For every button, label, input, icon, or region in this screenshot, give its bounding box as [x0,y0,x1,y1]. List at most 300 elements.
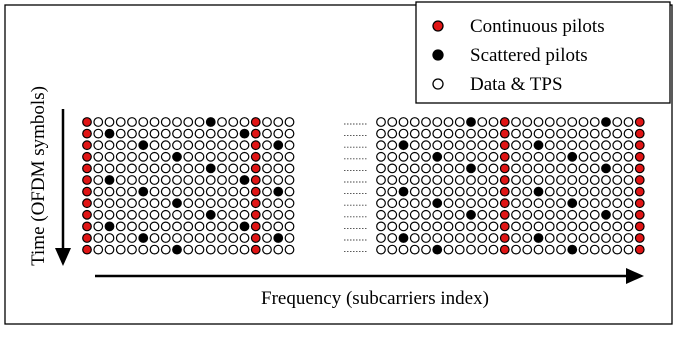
data-cell [161,211,170,220]
data-cell [523,129,532,138]
data-cell [613,222,622,231]
data-cell [150,222,159,231]
scattered-pilot-marker-icon [433,50,443,60]
data-cell [410,245,419,254]
data-cell [285,211,294,220]
data-cell [455,187,464,196]
data-cell [150,199,159,208]
data-cell [557,222,566,231]
data-cell [422,199,431,208]
data-cell [206,245,215,254]
scattered-pilot [433,153,442,162]
data-cell [150,118,159,127]
data-cell [444,245,453,254]
data-cell [433,187,442,196]
scattered-pilot [105,176,114,185]
data-cell [467,234,476,243]
data-cell [388,211,397,220]
data-cell [624,176,633,185]
continuous-pilot [500,245,509,254]
data-cell [195,129,204,138]
scattered-pilot [433,245,442,254]
data-cell [184,234,193,243]
data-cell [467,199,476,208]
data-cell [455,141,464,150]
data-cell [410,118,419,127]
data-cell [195,164,204,173]
data-cell [579,187,588,196]
data-cell [422,141,431,150]
data-cell [161,176,170,185]
data-cell [512,153,521,162]
data-cell [274,222,283,231]
data-cell [173,164,182,173]
continuous-pilot [251,187,260,196]
data-cell [240,141,249,150]
data-cell [579,141,588,150]
data-cell [579,164,588,173]
data-cell [128,141,137,150]
data-cell [602,129,611,138]
data-cell [489,222,498,231]
data-cell [173,222,182,231]
data-cell [229,187,238,196]
data-cell [116,199,125,208]
data-cell [263,245,272,254]
data-cell [105,199,114,208]
data-cell [512,118,521,127]
data-cell [94,129,103,138]
data-cell [602,222,611,231]
data-cell [206,153,215,162]
data-cell [489,211,498,220]
data-cell [206,199,215,208]
scattered-pilot [139,234,148,243]
data-cell [377,176,386,185]
continuous-pilot [83,129,92,138]
data-cell [534,222,543,231]
data-cell [116,153,125,162]
data-cell [624,222,633,231]
data-cell [128,129,137,138]
data-cell [240,187,249,196]
scattered-pilot [534,234,543,243]
data-cell [173,129,182,138]
data-cell [489,199,498,208]
continuous-pilot [500,211,509,220]
data-cell [128,199,137,208]
data-cell [139,118,148,127]
data-cell [624,234,633,243]
data-cell [478,234,487,243]
continuous-pilot [635,211,644,220]
data-cell [489,245,498,254]
data-cell [590,153,599,162]
continuous-pilot [251,153,260,162]
data-cell [602,187,611,196]
data-cell [399,164,408,173]
continuous-pilot [635,129,644,138]
data-cell [512,176,521,185]
data-cell [545,187,554,196]
data-cell [161,234,170,243]
continuous-pilot [500,118,509,127]
data-cell [218,176,227,185]
data-cell [512,222,521,231]
data-cell [195,211,204,220]
data-cell [433,234,442,243]
continuous-pilot [635,234,644,243]
data-cell [455,211,464,220]
data-cell [624,245,633,254]
data-cell [557,129,566,138]
legend-continuous-pilots: Continuous pilots [470,16,605,37]
data-cell [150,129,159,138]
continuous-pilot [500,187,509,196]
data-cell [523,234,532,243]
data-cell [523,199,532,208]
legend-scattered-pilots: Scattered pilots [470,45,588,66]
data-cell [388,153,397,162]
data-cell [613,187,622,196]
data-cell [624,153,633,162]
data-cell [94,199,103,208]
data-cell [94,245,103,254]
data-cell [568,141,577,150]
data-cell [455,199,464,208]
data-cell [545,164,554,173]
data-cell [478,129,487,138]
data-cell [184,141,193,150]
data-cell [399,222,408,231]
data-cell [568,222,577,231]
data-cell [568,164,577,173]
data-cell [388,222,397,231]
scattered-pilot [173,153,182,162]
data-cell [467,245,476,254]
data-cell [523,164,532,173]
data-cell [285,187,294,196]
data-cell [274,153,283,162]
data-cell [377,141,386,150]
data-cell [444,199,453,208]
frequency-arrow-icon [95,268,644,284]
data-cell [94,118,103,127]
data-cell [455,234,464,243]
data-cell [624,129,633,138]
data-cell [274,176,283,185]
data-cell [116,141,125,150]
data-cell [557,234,566,243]
continuous-pilot-marker-icon [433,21,443,31]
data-cell [263,153,272,162]
data-cell [377,234,386,243]
data-cell [161,129,170,138]
continuous-pilot [500,176,509,185]
data-cell [285,245,294,254]
continuous-pilot [500,141,509,150]
data-cell [285,141,294,150]
data-cell [613,118,622,127]
data-cell [624,199,633,208]
data-cell [150,245,159,254]
time-arrow-icon [55,109,71,266]
data-cell [150,211,159,220]
data-cell [590,222,599,231]
data-cell [274,245,283,254]
data-cell [116,211,125,220]
data-cell [105,164,114,173]
data-cell [467,153,476,162]
continuous-pilot [83,199,92,208]
scattered-pilot [274,187,283,196]
data-cell [240,199,249,208]
data-cell [240,164,249,173]
data-cell [274,164,283,173]
data-cell [410,211,419,220]
data-cell [94,234,103,243]
data-cell [139,211,148,220]
data-cell [523,141,532,150]
scattered-pilot [602,164,611,173]
data-cell [422,187,431,196]
data-cell [624,211,633,220]
data-cell [534,176,543,185]
scattered-pilot [602,211,611,220]
data-cell [590,199,599,208]
data-cell [422,234,431,243]
data-cell [602,176,611,185]
data-cell [195,176,204,185]
scattered-pilot [274,141,283,150]
data-cell [444,211,453,220]
data-cell [139,176,148,185]
data-cell [557,176,566,185]
data-cell [410,222,419,231]
data-cell [229,129,238,138]
data-cell [218,164,227,173]
data-cell [590,211,599,220]
data-cell [399,118,408,127]
data-cell [161,187,170,196]
scattered-pilot [534,187,543,196]
data-cell [557,118,566,127]
data-cell [229,118,238,127]
data-cell [184,118,193,127]
data-cell [94,222,103,231]
data-cell [613,141,622,150]
data-cell [590,176,599,185]
data-cell [444,222,453,231]
scattered-pilot [240,176,249,185]
data-cell [557,153,566,162]
data-cell [263,176,272,185]
data-cell [184,153,193,162]
data-cell [568,187,577,196]
data-cell [184,222,193,231]
continuous-pilot [635,141,644,150]
data-cell [624,187,633,196]
data-cell [263,187,272,196]
continuous-pilot [635,176,644,185]
data-cell [218,118,227,127]
data-cell [455,118,464,127]
data-cell [478,141,487,150]
scattered-pilot [467,118,476,127]
data-cell [218,153,227,162]
scattered-pilot [206,118,215,127]
data-cell [433,211,442,220]
data-cell [161,222,170,231]
continuous-pilot [83,141,92,150]
data-cell [240,234,249,243]
data-cell [433,164,442,173]
data-cell [478,118,487,127]
legend-data-tps: Data & TPS [470,74,563,95]
data-cell [410,234,419,243]
data-cell [218,222,227,231]
continuous-pilot [251,199,260,208]
data-cell [229,222,238,231]
data-cell [184,176,193,185]
data-cell [602,245,611,254]
scattered-pilot [534,141,543,150]
data-cell [116,245,125,254]
data-cell [128,234,137,243]
data-cell [206,222,215,231]
data-cell [116,129,125,138]
continuous-pilot [83,187,92,196]
data-cell [285,234,294,243]
data-cell [433,141,442,150]
data-cell [173,187,182,196]
data-cell [422,153,431,162]
scattered-pilot [173,199,182,208]
data-cell [545,199,554,208]
x-axis-label: Frequency (subcarriers index) [261,288,489,309]
data-cell [195,187,204,196]
data-cell [173,176,182,185]
data-cell [184,187,193,196]
data-cell [568,118,577,127]
data-cell [590,245,599,254]
data-cell [579,176,588,185]
scattered-pilot [173,245,182,254]
data-cell [444,153,453,162]
data-cell [218,141,227,150]
scattered-pilot [206,164,215,173]
scattered-pilot [399,187,408,196]
data-cell [534,164,543,173]
data-cell [478,211,487,220]
data-cell [545,176,554,185]
data-cell [150,176,159,185]
data-cell [602,234,611,243]
continuous-pilot [635,153,644,162]
data-cell [534,199,543,208]
data-cell [94,141,103,150]
scattered-pilot [568,245,577,254]
continuous-pilot [83,118,92,127]
data-cell [377,187,386,196]
continuous-pilot [251,141,260,150]
data-cell [377,245,386,254]
scattered-pilot [240,222,249,231]
data-cell [274,118,283,127]
data-cell [377,164,386,173]
data-cell [105,187,114,196]
data-cell [399,129,408,138]
data-cell [489,118,498,127]
data-cell [173,141,182,150]
data-cell [602,141,611,150]
data-cell [590,118,599,127]
data-cell [285,176,294,185]
data-cell [444,141,453,150]
data-cell [467,141,476,150]
data-cell [195,141,204,150]
data-cell [274,199,283,208]
data-cell [161,199,170,208]
data-cell [195,199,204,208]
data-cell [557,199,566,208]
data-cell [105,245,114,254]
data-cell [590,141,599,150]
data-cell [206,129,215,138]
data-cell [579,211,588,220]
data-cell [263,141,272,150]
data-cell [410,129,419,138]
data-cell [161,245,170,254]
data-cell [523,176,532,185]
scattered-pilot [105,222,114,231]
data-cell [161,118,170,127]
data-cell [195,234,204,243]
data-cell [240,211,249,220]
data-cell [388,199,397,208]
data-cell [489,164,498,173]
data-cell [534,211,543,220]
data-cell [478,222,487,231]
data-cell [229,153,238,162]
data-cell [624,141,633,150]
data-cell [150,234,159,243]
data-cell [139,153,148,162]
data-cell [489,153,498,162]
data-cell [523,118,532,127]
data-cell [433,118,442,127]
data-cell [399,211,408,220]
data-cell [218,245,227,254]
data-cell [455,176,464,185]
data-cell [467,176,476,185]
continuous-pilot [251,118,260,127]
data-cell [105,211,114,220]
data-cell [444,187,453,196]
continuous-pilot [251,245,260,254]
data-cell [161,153,170,162]
data-cell [545,222,554,231]
data-cell [388,118,397,127]
data-cell [274,211,283,220]
continuous-pilot [500,234,509,243]
data-cell [399,199,408,208]
continuous-pilot [251,211,260,220]
data-cell [455,222,464,231]
data-cell [557,245,566,254]
data-cell [128,164,137,173]
continuous-pilot [251,176,260,185]
